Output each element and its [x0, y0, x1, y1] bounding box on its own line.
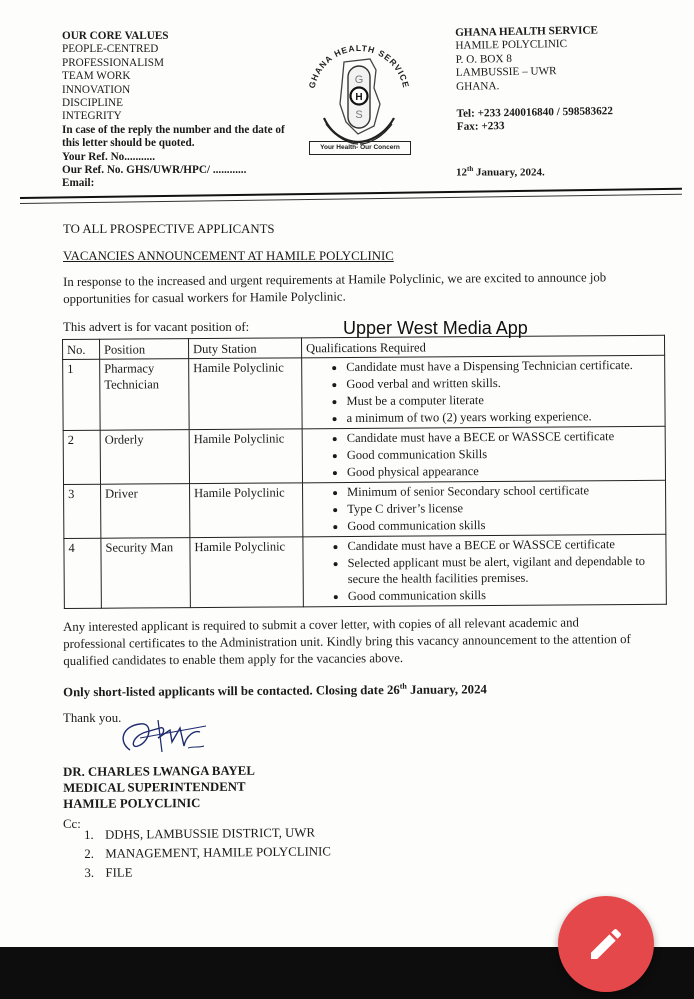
logo-arc-text: GHANA HEALTH SERVICE	[306, 42, 412, 90]
thanks-line: Thank you.	[63, 711, 122, 725]
country: GHANA.	[456, 79, 500, 93]
qualification-item: • Good physical appearance	[347, 462, 661, 480]
facility-name: HAMILE POLYCLINIC	[455, 38, 568, 53]
row-number: 4	[64, 538, 101, 608]
telephone: Tel: +233 240016840 / 598583622	[456, 105, 614, 120]
reply-note: this letter should be quoted.	[62, 137, 195, 150]
addressee: TO ALL PROSPECTIVE APPLICANTS	[63, 222, 275, 236]
svg-text:G: G	[354, 74, 364, 86]
list-item: 2. MANAGEMENT, HAMILE POLYCLINIC	[84, 844, 331, 861]
cc-list	[84, 823, 331, 883]
qualification-item: • Type C driver’s license	[347, 499, 661, 517]
intro-paragraph: In response to the increased and urgent requirements at Hamile Polyclinic, we are excited to announce job opportunities for casual workers for Hamile Polyclinic.	[63, 270, 607, 306]
cc-label: Cc:	[63, 817, 81, 831]
org-name: GHANA HEALTH SERVICE	[455, 24, 599, 39]
fax: Fax: +233	[456, 120, 505, 134]
qualifications-cell	[303, 534, 666, 607]
svg-text:H: H	[355, 92, 363, 103]
letter-subject: VACANCIES ANNOUNCEMENT AT HAMILE POLYCLINIC	[63, 249, 394, 263]
position-cell: Security Man	[101, 538, 190, 609]
core-value: INNOVATION	[62, 83, 131, 96]
qualification-item: • Good verbal and written skills.	[346, 374, 660, 392]
table-row	[64, 534, 666, 608]
qualification-item: • Minimum of senior Secondary school certificate	[347, 482, 661, 500]
reply-note: In case of the reply the number and the date of	[62, 123, 285, 136]
pencil-icon	[586, 924, 626, 964]
your-ref: Your Ref. No...........	[62, 150, 156, 163]
qualification-item: • Candidate must have a BECE or WASSCE certificate	[347, 428, 661, 446]
our-ref: Our Ref. No. GHS/UWR/HPC/ ............	[62, 164, 247, 177]
core-value: PEOPLE-CENTRED	[62, 43, 159, 56]
logo-motto: Your Health- Our Concern	[309, 141, 411, 155]
signer-title: MEDICAL SUPERINTENDENT	[63, 779, 246, 795]
qualification-item: • Selected applicant must be alert, vigilant and dependable to secure the health facilities premises.	[348, 553, 662, 587]
vacancy-table	[62, 335, 667, 609]
qualifications-cell	[303, 480, 666, 537]
station-cell: Hamile Polyclinic	[190, 483, 303, 538]
table-row	[63, 426, 665, 484]
position-cell: Driver	[101, 484, 190, 539]
core-value: DISCIPLINE	[62, 97, 123, 110]
qualifications-cell	[302, 426, 665, 483]
core-values-title: OUR CORE VALUES	[62, 30, 169, 42]
signatory-block	[63, 763, 255, 812]
email-label: Email:	[62, 177, 95, 190]
signer-name: DR. CHARLES LWANGA BAYEL	[63, 763, 255, 779]
station-cell: Hamile Polyclinic	[189, 358, 302, 430]
watermark-text: Upper West Media App	[343, 318, 528, 338]
row-number: 1	[63, 359, 100, 430]
column-header: Position	[100, 339, 189, 360]
station-cell: Hamile Polyclinic	[189, 429, 302, 484]
table-row	[63, 355, 665, 430]
row-number: 2	[63, 430, 100, 484]
core-values-block	[62, 30, 312, 191]
qualification-item: • Good communication skills	[348, 586, 662, 604]
core-value: INTEGRITY	[62, 110, 122, 123]
qualification-item: • a minimum of two (2) years working experience.	[347, 408, 661, 426]
signature-image	[110, 712, 210, 762]
core-value: TEAM WORK	[62, 70, 131, 83]
qualification-item: • Good communication Skills	[347, 445, 661, 463]
station-cell: Hamile Polyclinic	[190, 537, 303, 608]
signer-org: HAMILE POLYCLINIC	[63, 796, 201, 811]
closing-paragraph: Any interested applicant is required to submit a cover letter, with copies of all relevant academic and professional certificates to the Administration unit. Kindly bring this vacancy announcement to the attention of qualified candidates to enable them apply for the vacancies above.	[63, 615, 631, 668]
position-cell: Orderly	[100, 430, 189, 485]
qualification-item: • Good communication skills	[347, 516, 661, 534]
column-header: No.	[63, 339, 100, 359]
core-value: PROFESSIONALISM	[62, 56, 164, 69]
qualification-item: • Must be a computer literate	[346, 391, 660, 409]
address-block	[455, 23, 677, 135]
column-header: Qualifications Required	[301, 335, 664, 358]
list-item: 1. DDHS, LAMBUSSIE DISTRICT, UWR	[84, 825, 316, 842]
list-item: 3. FILE	[84, 865, 133, 880]
letter-date: 12th January, 2024.	[456, 165, 545, 179]
qualifications-cell	[302, 355, 665, 429]
qualification-item: • Candidate must have a BECE or WASSCE certificate	[347, 536, 661, 554]
advert-line: This advert is for vacant position of:	[63, 320, 250, 334]
town: LAMBUSSIE – UWR	[455, 65, 557, 80]
row-number: 3	[64, 484, 101, 538]
qualification-item: • Candidate must have a Dispensing Technician certificate.	[346, 357, 660, 375]
edit-button[interactable]	[558, 896, 654, 992]
position-cell: Pharmacy Technician	[100, 359, 189, 431]
svg-text:S: S	[355, 109, 363, 121]
shortlist-notice: Only short-listed applicants will be contacted. Closing date 26th January, 2024	[63, 681, 487, 700]
po-box: P. O. BOX 8	[455, 52, 513, 66]
table-row	[64, 480, 666, 538]
ghana-health-service-logo	[300, 26, 418, 154]
column-header: Duty Station	[189, 338, 302, 359]
